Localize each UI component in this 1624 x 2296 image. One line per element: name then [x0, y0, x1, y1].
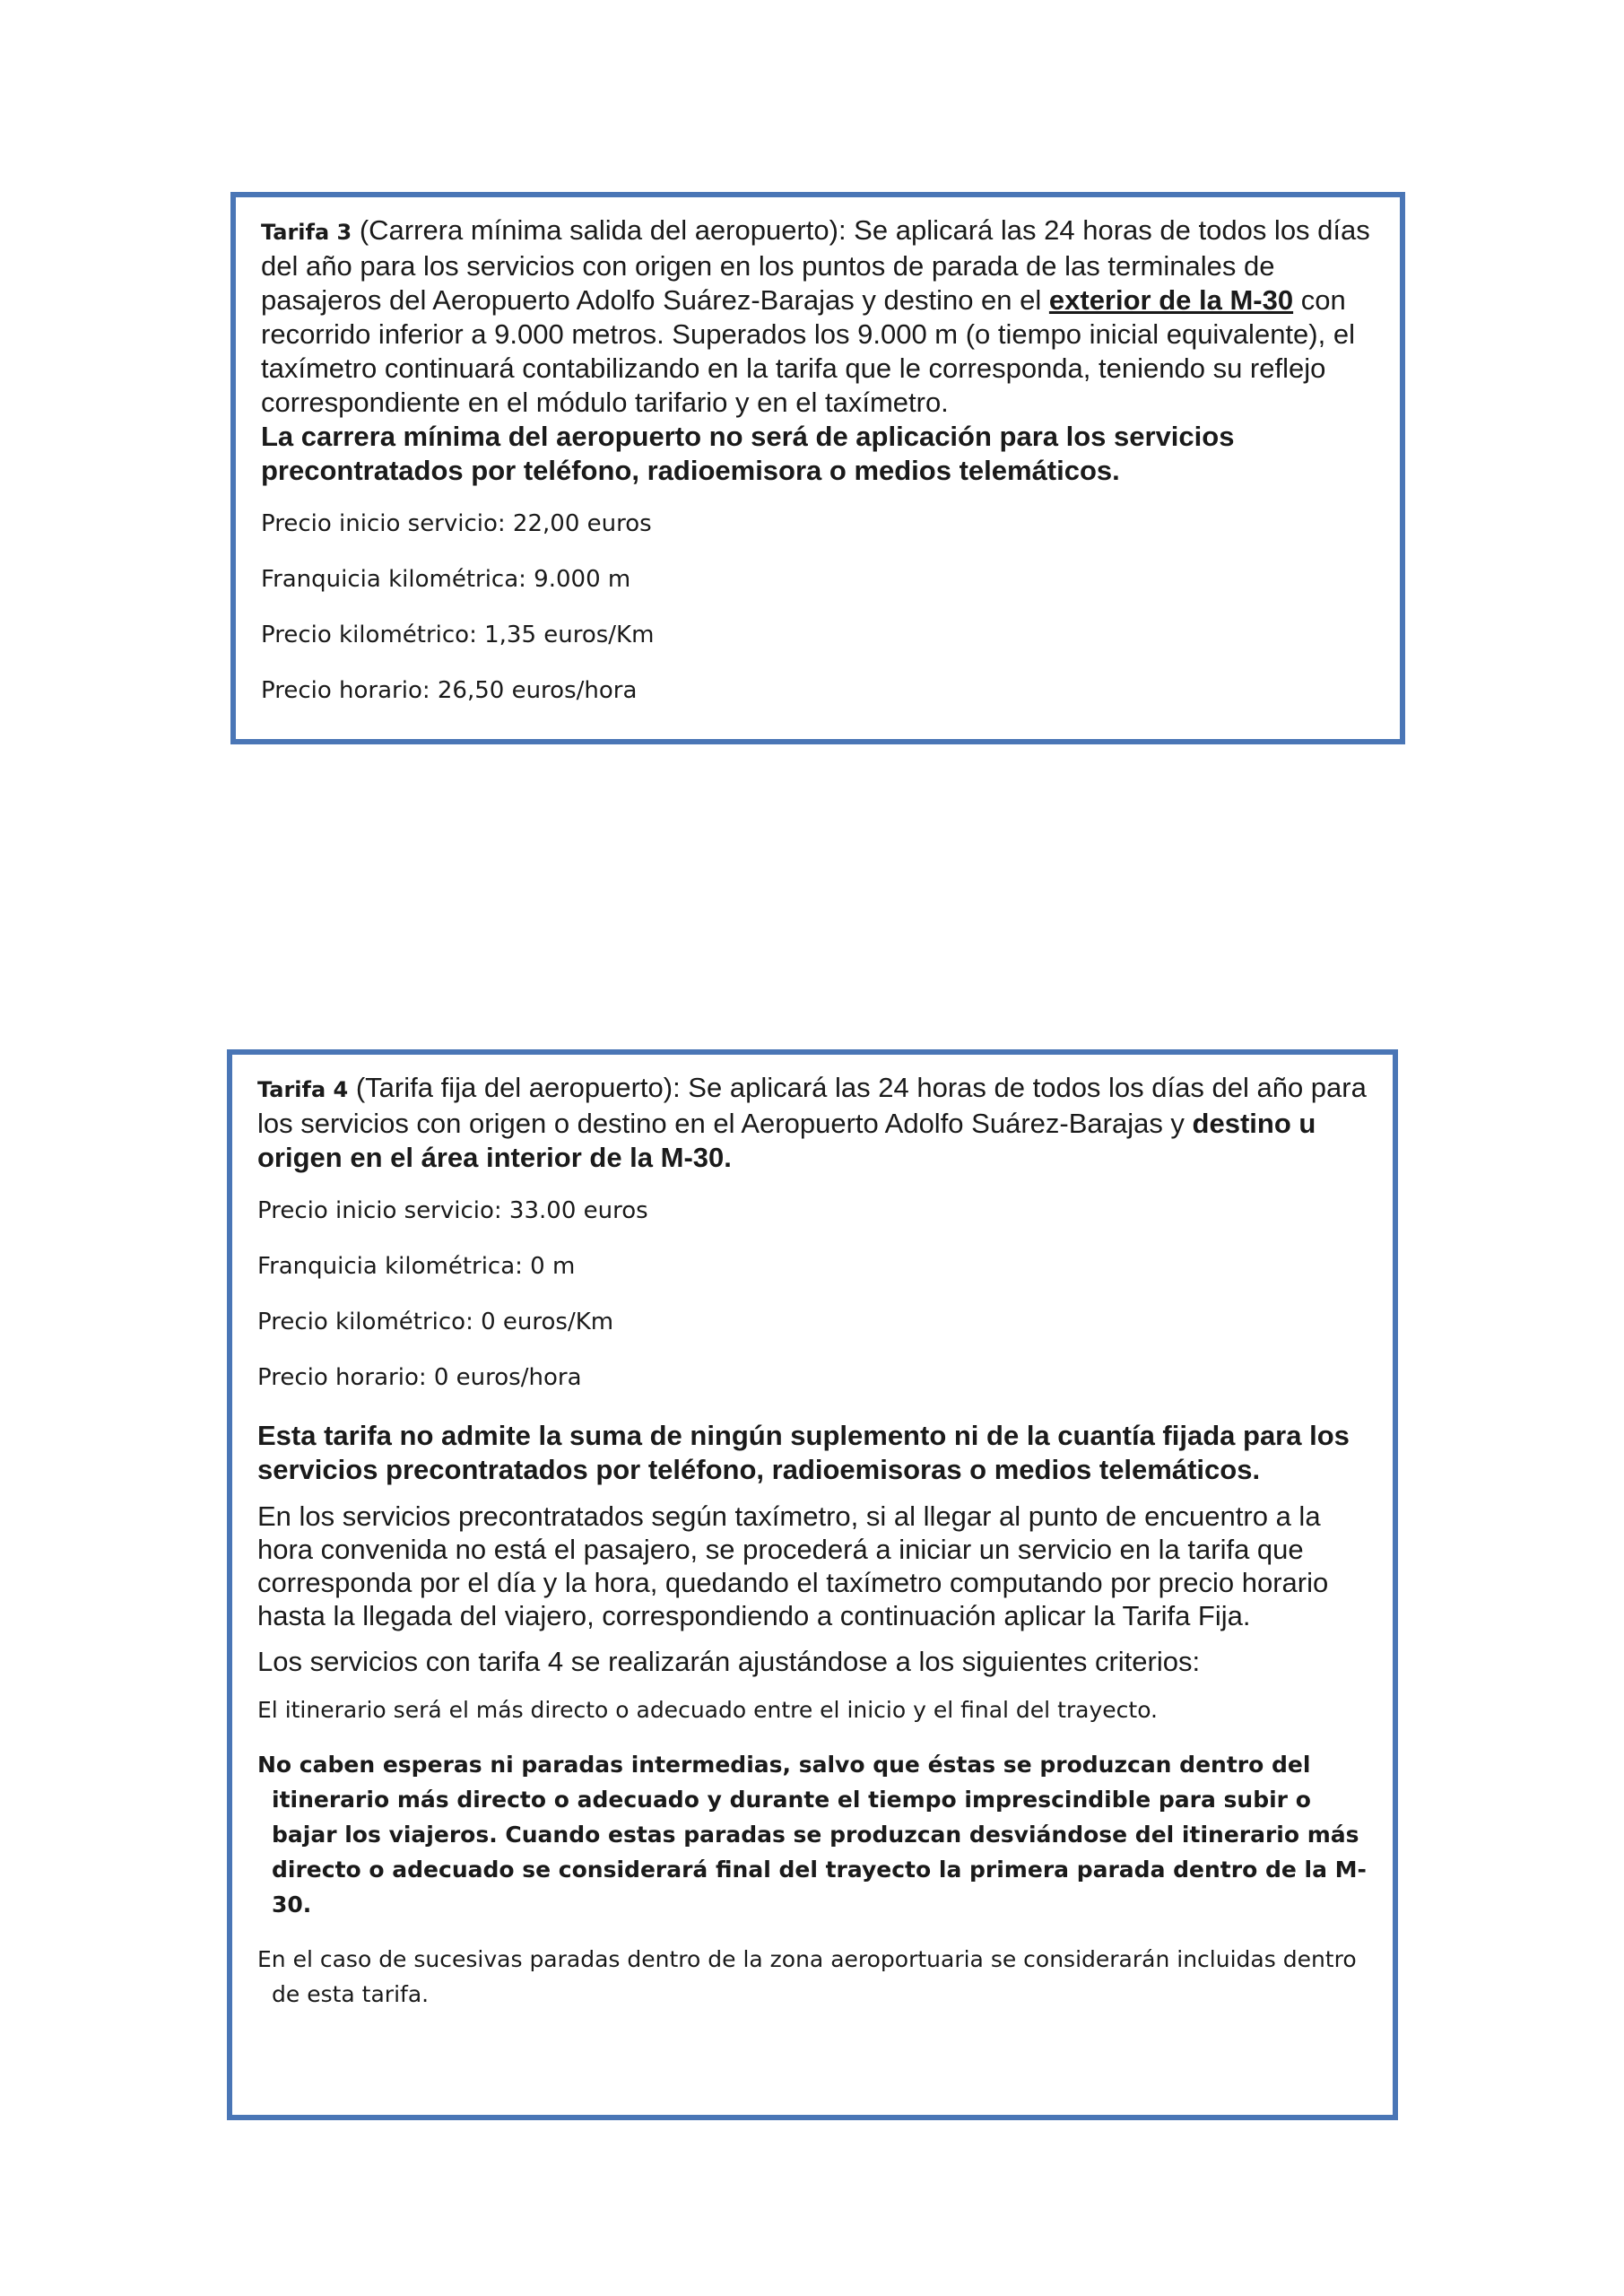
tarifa-4-box — [227, 1049, 1398, 2120]
tarifa-3-label: Tarifa 3 — [261, 220, 352, 245]
tarifa-4-precio-inicio: Precio inicio servicio: 33.00 euros — [257, 1197, 648, 1224]
tarifa-3-params — [261, 509, 1375, 705]
tarifa-3-precio-horario: Precio horario: 26,50 euros/hora — [261, 677, 638, 704]
tarifa-4-label: Tarifa 4 — [257, 1077, 349, 1102]
tarifa-4-criterion-itinerario: El itinerario será el más directo o adecuado entre el inicio y el final del trayecto. — [257, 1697, 1159, 1723]
tarifa-3-intro — [261, 213, 1375, 420]
tarifa-4-intro-text: (Tarifa fija del aeropuerto): Se aplicará las 24 horas de todos los días del año para los servicios con origen o destino en el Aeropuerto Adolfo Suárez-Barajas y — [257, 1072, 1367, 1139]
tarifa-4-bold-note: Esta tarifa no admite la suma de ningún suplemento ni de la cuantía fijada para los servicios precontratados por teléfono, radioemisoras o medios telemáticos. — [257, 1420, 1350, 1485]
tarifa-4-criteria-intro: Los servicios con tarifa 4 se realizarán ajustándose a los siguientes criterios: — [257, 1646, 1201, 1677]
tarifa-3-precio-inicio: Precio inicio servicio: 22,00 euros — [261, 510, 652, 537]
tarifa-3-precio-km: Precio kilométrico: 1,35 euros/Km — [261, 622, 655, 648]
tarifa-4-params — [257, 1196, 1368, 1392]
tarifa-3-intro-text: (Carrera mínima salida del aeropuerto): Se aplicará las 24 horas de todos los días del año para los servicios con origen en los puntos de parada de las terminales de pasajeros del Aeropuerto Adolfo Suárez-Barajas y destino en el — [261, 214, 1370, 316]
tarifa-3-intro-text-2: con recorrido inferior a 9.000 metros. Superados los 9.000 m (o tiempo inicial equivalente), el taxímetro continuará contabilizando en la tarifa que le corresponda, teniendo su reflejo correspondiente en el módulo tarifario y en el taxímetro. — [261, 284, 1355, 418]
tarifa-3-box — [230, 192, 1405, 744]
tarifa-4-criterion-zona-aeroportuaria: En el caso de sucesivas paradas dentro de la zona aeroportuaria se considerarán incluidas dentro de esta tarifa. — [257, 1946, 1357, 2007]
tarifa-3-bold-note: La carrera mínima del aeropuerto no será de aplicación para los servicios precontratados por teléfono, radioemisora o medios telemáticos. — [261, 421, 1235, 486]
tarifa-4-criterion-esperas: No caben esperas ni paradas intermedias, salvo que éstas se produzcan dentro del itinerario más directo o adecuado y durante el tiempo imprescindible para subir o bajar los viajeros. Cuando estas paradas se produzcan desviándose del itinerario más directo o adecuado se considerará final del trayecto la primera parada dentro de la M-30. — [257, 1752, 1367, 1918]
tarifa-3-franquicia: Franquicia kilométrica: 9.000 m — [261, 566, 631, 593]
tarifa-4-intro — [257, 1071, 1368, 1175]
tarifa-3-exterior-m30: exterior de la M-30 — [1048, 284, 1294, 316]
tarifa-4-precontratados-paragraph: En los servicios precontratados según taxímetro, si al llegar al punto de encuentro a la hora convenida no está el pasajero, se procederá a iniciar un servicio en la tarifa que corresponda por el día y la hora, quedando el taxímetro computando por precio horario hasta la llegada del viajero, correspondiendo a continuación aplicar la Tarifa Fija. — [257, 1500, 1329, 1631]
tarifa-4-interior-m30: destino u origen en el área interior de la M-30. — [257, 1108, 1316, 1173]
tarifa-4-precio-horario: Precio horario: 0 euros/hora — [257, 1364, 582, 1391]
tarifa-4-precio-km: Precio kilométrico: 0 euros/Km — [257, 1309, 614, 1335]
tarifa-4-franquicia: Franquicia kilométrica: 0 m — [257, 1253, 576, 1280]
